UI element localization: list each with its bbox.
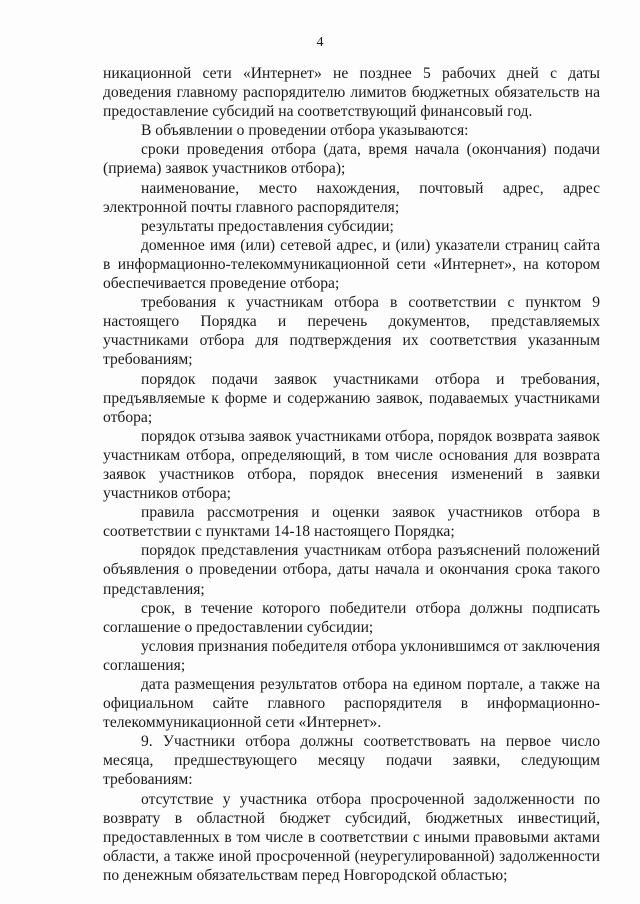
paragraph: результаты предоставления субсидии; xyxy=(141,217,394,235)
document-body xyxy=(103,64,600,885)
paragraph: сроки проведения отбора (дата, время начала (окончания) подачи (приема) заявок участников отбора); xyxy=(103,141,600,178)
paragraph: доменное имя (или) сетевой адрес, и (или) указатели страниц сайта в информационно-телекоммуникационной сети «Интернет», на котором обеспечивается проведение отбора; xyxy=(103,236,600,293)
paragraph: условия признания победителя отбора уклонившимся от заключения соглашения; xyxy=(103,637,600,674)
paragraph: никационной сети «Интернет» не позднее 5 рабочих дней с даты доведения главному распорядителю лимитов бюджетных обязательств на предоставление субсидий на соответствующий финансовый год. xyxy=(103,65,600,121)
paragraph: отсутствие у участника отбора просроченной задолженности по возврату в областной бюджет субсидий, бюджетных инвестиций, предоставленных в том числе в соответствии с иными правовыми актами области, а также иной просроченной (неурегулированной) задолженности по денежным обязательствам перед Новгородской областью; xyxy=(103,790,600,884)
paragraph: порядок отзыва заявок участниками отбора, порядок возврата заявок участникам отбора, определяющий, в том числе основания для возврата заявок участников отбора, порядок внесения изменений в заявки участников отбора; xyxy=(103,427,600,503)
paragraph: правила рассмотрения и оценки заявок участников отбора в соответствии с пунктами 14-18 настоящего Порядка; xyxy=(103,504,600,541)
paragraph: порядок представления участникам отбора разъяснений положений объявления о проведении отбора, даты начала и окончания срока такого представления; xyxy=(103,542,600,598)
paragraph: порядок подачи заявок участниками отбора и требования, предъявляемые к форме и содержанию заявок, подаваемых участниками отбора; xyxy=(103,370,600,426)
paragraph: наименование, место нахождения, почтовый адрес, адрес электронной почты главного распорядителя; xyxy=(103,179,600,216)
paragraph: дата размещения результатов отбора на едином портале, а также на официальном сайте главного распорядителя в информационно-телекоммуникационной сети «Интернет». xyxy=(103,676,600,732)
paragraph: 9. Участники отбора должны соответствовать на первое число месяца, предшествующего месяцу подачи заявки, следующим требованиям: xyxy=(103,733,600,789)
page-number: 4 xyxy=(316,35,324,50)
paragraph: требования к участникам отбора в соответствии с пунктом 9 настоящего Порядка и перечень документов, представляемых участниками отбора для подтверждения их соответствия указанным требованиям; xyxy=(103,294,600,369)
paragraph: срок, в течение которого победители отбора должны подписать соглашение о предоставлении субсидии; xyxy=(103,599,600,636)
paragraph: В объявлении о проведении отбора указываются: xyxy=(141,122,469,140)
